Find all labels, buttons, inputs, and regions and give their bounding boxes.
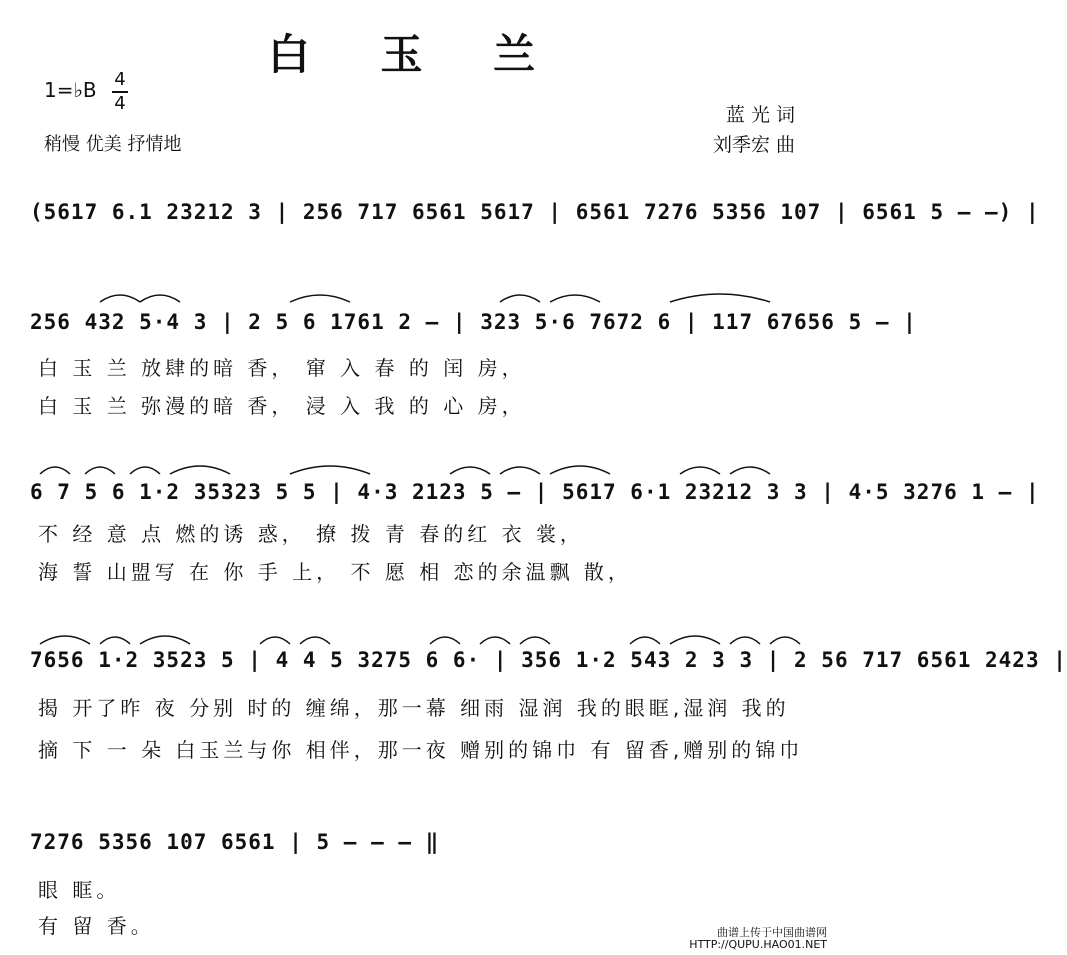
lyric-line-3a: 不 经 意 点 燃的诱 惑， 撩 拨 青 春的红 衣 裳， [38, 522, 584, 546]
tie-arcs-system-2 [30, 286, 815, 310]
lyric-line-3b: 海 誓 山盟写 在 你 手 上， 不 愿 相 恋的余温飘 散， [38, 560, 632, 584]
watermark-line-1: 曲谱上传于中国曲谱网 [717, 926, 827, 939]
score-line-3: 6 7 5 6 1·2 35323 5 5 | 4·3 2123 5 — | 5617 6·1 23212 3 3 | 4·5 3276 1 — | [30, 480, 1040, 504]
lyric-line-2a: 白 玉 兰 放肆的暗 香， 窜 入 春 的 闰 房， [38, 356, 526, 380]
lyric-line-4a: 揭 开了昨 夜 分别 时的 缠绵，那一幕 细雨 湿润 我的眼眶,湿润 我的 [38, 696, 790, 720]
time-signature [112, 70, 128, 114]
score-line-1: (5617 6.1 23212 3 | 256 717 6561 5617 | 6561 7276 5356 107 | 6561 5 — —) | [30, 200, 1040, 224]
composer-credit: 刘季宏 曲 [712, 134, 795, 156]
lyric-line-5a: 眼 眶。 [38, 878, 121, 902]
score-line-4: 7656 1·2 3523 5 | 4 4 5 3275 6 6· | 356 1·2 543 2 3 3 | 2 56 717 6561 2423 | [30, 648, 1067, 672]
key-signature: 1=♭B [44, 78, 97, 102]
site-watermark [689, 927, 827, 951]
meter-bottom: 4 [114, 93, 126, 114]
watermark-line-2: HTTP://QUPU.HAO01.NET [689, 938, 827, 951]
score-line-2: 256 432 5·4 3 | 2 5 6 1761 2 — | 323 5·6 7672 6 | 117 67656 5 — | [30, 310, 917, 334]
lyric-line-2b: 白 玉 兰 弥漫的暗 香， 浸 入 我 的 心 房， [38, 394, 526, 418]
lyric-line-4b: 摘 下 一 朵 白玉兰与你 相伴，那一夜 赠别的锦巾 有 留香,赠别的锦巾 [38, 738, 804, 762]
meter-top: 4 [114, 69, 126, 90]
lyricist-credit: 蓝 光 词 [725, 104, 795, 126]
lyric-line-5b: 有 留 香。 [38, 914, 155, 938]
tie-arcs-system-4 [30, 626, 815, 650]
score-line-5: 7276 5356 107 6561 | 5 — — — ‖ [30, 830, 440, 854]
tie-arcs-system-3 [30, 456, 815, 480]
tempo-marking: 稍慢 优美 抒情地 [44, 134, 182, 155]
page-title: 白 玉 兰 [267, 30, 564, 79]
